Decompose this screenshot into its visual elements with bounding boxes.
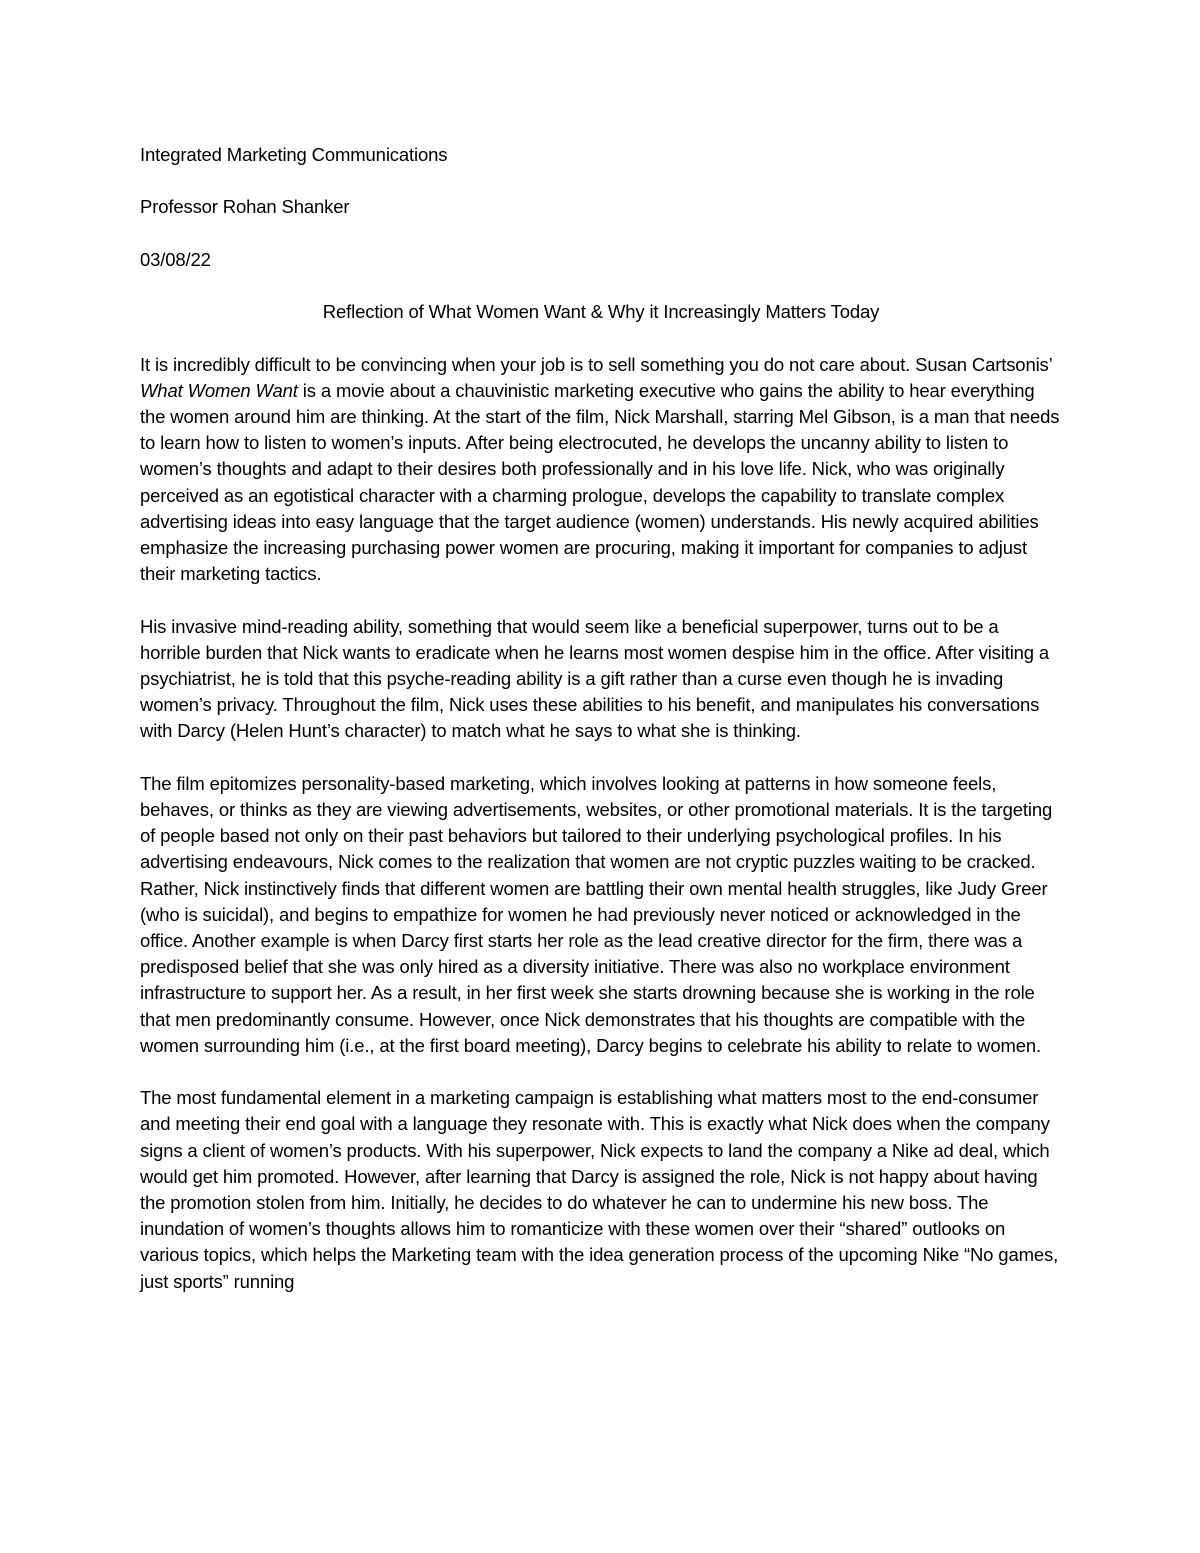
paragraph-1-before: It is incredibly difficult to be convincing when your job is to sell something you do not care about. Susan Cartsonis’ [140, 353, 1052, 375]
paragraph-3: The film epitomizes personality-based marketing, which involves looking at patterns in how someone feels, behaves, or thinks as they are viewing advertisements, websites, or other promotional materials. It is the targeting of people based not only on their past behaviors but tailored to their underlying psychological profiles. In his advertising endeavours, Nick comes to the realization that women are not cryptic puzzles waiting to be cracked. Rather, Nick instinctively finds that different women are battling their own mental health struggles, like Judy Greer (who is suicidal), and begins to empathize for women he had previously never noticed or acknowledged in the office. Another example is when Darcy first starts her role as the lead creative director for the firm, there was a predisposed belief that she was only hired as a diversity initiative. There was also no workplace environment infrastructure to support her. As a result, in her first week she starts drowning because she is working in the role that men predominantly consume. However, once Nick demonstrates that his thoughts are compatible with the women surrounding him (i.e., at the first board meeting), Darcy begins to celebrate his ability to relate to women. [140, 772, 1053, 1056]
document-date: 03/08/22 [140, 248, 211, 270]
professor-name: Professor Rohan Shanker [140, 196, 350, 218]
paragraph-1 [140, 352, 1062, 588]
course-name: Integrated Marketing Communications [140, 144, 448, 165]
paragraph-1-after: is a movie about a chauvinistic marketing executive who gains the ability to hear everything the women around him are thinking. At the start of the film, Nick Marshall, starring Mel Gibson, is a man that needs to learn how to listen to women’s inputs. After being electrocuted, he develops the uncanny ability to listen to women’s thoughts and adapt to their desires both professionally and in his love life. Nick, who was originally perceived as an egotistical character with a charming prologue, develops the capability to translate complex advertising ideas into easy language that the target audience (women) understands. His newly acquired abilities emphasize the increasing purchasing power women are procuring, making it important for companies to adjust their marketing tactics. [140, 379, 1060, 585]
document-title: Reflection of What Women Want & Why it Increasingly Matters Today [322, 301, 880, 323]
document-body [140, 142, 1062, 1295]
paragraph-4: The most fundamental element in a marketing campaign is establishing what matters most to the end-consumer and meeting their end goal with a language they resonate with. This is exactly what Nick does when the company signs a client of women’s products. With his superpower, Nick expects to land the company a Nike ad deal, which would get him promoted. However, after learning that Darcy is assigned the role, Nick is not happy about having the promotion stolen from him. Initially, he decides to do whatever he can to undermine his new boss. The inundation of women’s thoughts allows him to romanticize with these women over their “shared” outlooks on various topics, which helps the Marketing team with the idea generation process of the upcoming Nike “No games, just sports” running [140, 1087, 1059, 1292]
paragraph-2: His invasive mind-reading ability, something that would seem like a beneficial superpower, turns out to be a horrible burden that Nick wants to eradicate when he learns most women despise him in the office. After visiting a psychiatrist, he is told that this psyche-reading ability is a gift rather than a curse even though he is invading women’s privacy. Throughout the film, Nick uses these abilities to his benefit, and manipulates his conversations with Darcy (Helen Hunt’s character) to match what he says to what she is thinking. [140, 615, 1050, 742]
movie-title-italic: What Women Want [140, 379, 298, 401]
